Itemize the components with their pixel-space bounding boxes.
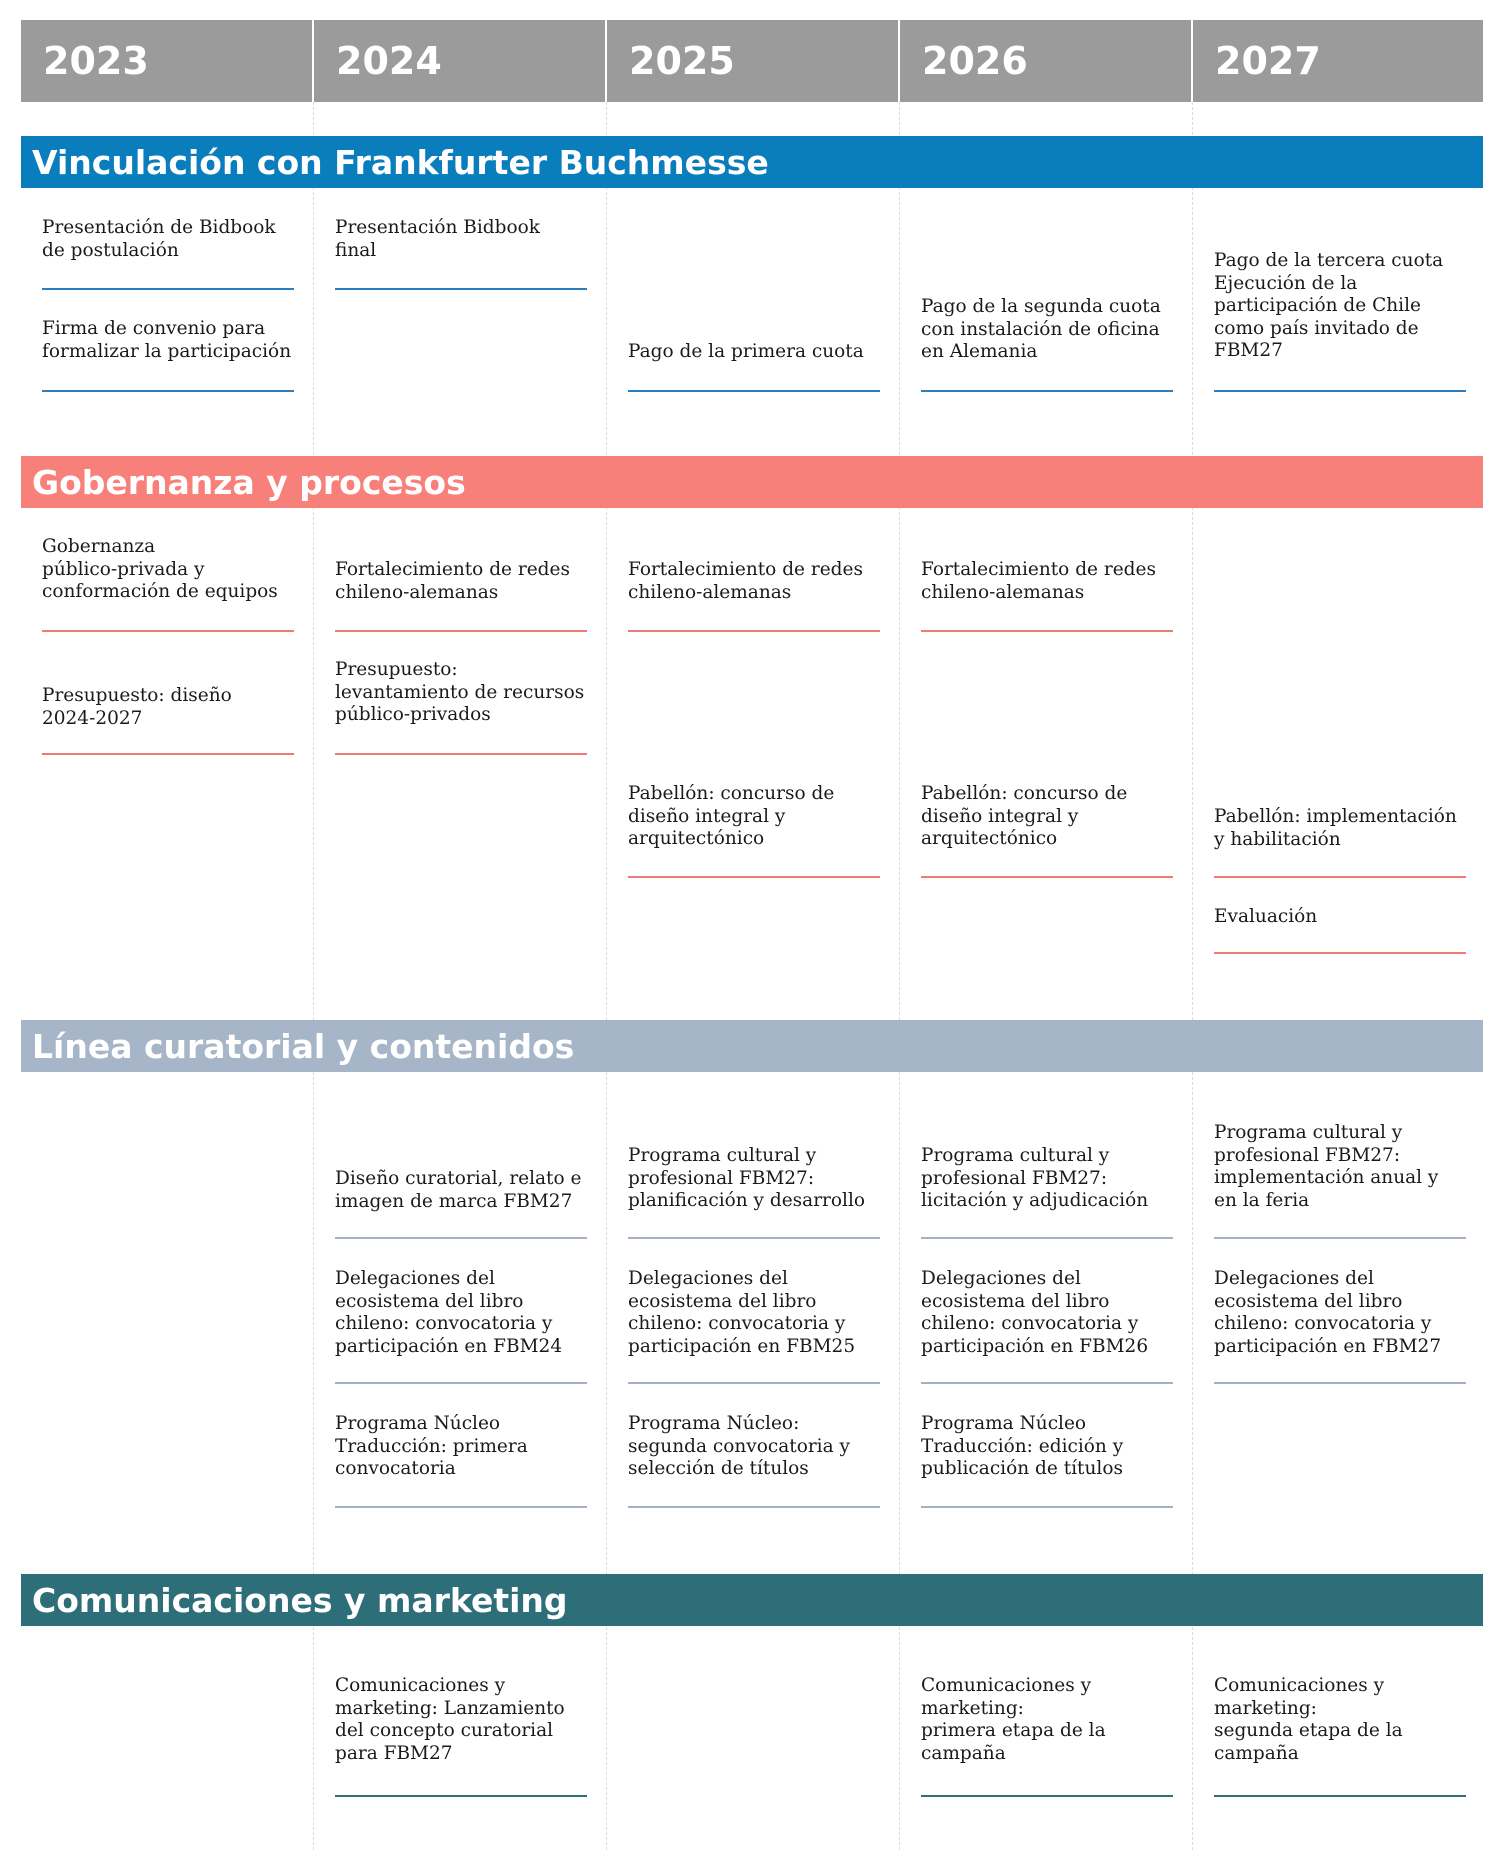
task-rule — [335, 288, 587, 290]
task-rule — [1214, 1382, 1466, 1384]
task-rule — [921, 390, 1173, 392]
year-header — [900, 20, 1191, 102]
task-label: Pago de la tercera cuota Ejecución de la participación de Chile como país invitado de FBM27 — [1214, 250, 1444, 361]
year-label: 2027 — [1215, 39, 1321, 83]
task-label: Pabellón: concurso de diseño integral y arquitectónico — [628, 783, 835, 849]
section-band-vinculacion — [21, 136, 1483, 188]
task-rule — [1214, 1795, 1466, 1797]
year-label: 2023 — [43, 39, 149, 83]
task-rule — [1214, 1237, 1466, 1239]
task-rule — [921, 630, 1173, 632]
task-rule — [628, 390, 880, 392]
task-label: Programa cultural y profesional FBM27: planificación y desarrollo — [628, 1145, 866, 1211]
task-rule — [628, 1506, 880, 1508]
task-rule — [42, 753, 294, 755]
task-rule — [921, 1795, 1173, 1797]
task-label: Programa Núcleo Traducción: edición y publicación de títulos — [921, 1413, 1124, 1479]
year-header — [314, 20, 605, 102]
task-label: Delegaciones del ecosistema del libro chileno: convocatoria y participación en FBM26 — [921, 1268, 1149, 1357]
task-label: Fortalecimiento de redes chileno-alemanas — [335, 559, 570, 603]
year-header — [1193, 20, 1483, 102]
task-label: Delegaciones del ecosistema del libro chileno: convocatoria y participación en FBM27 — [1214, 1268, 1442, 1357]
task-label: Programa Núcleo Traducción: primera convocatoria — [335, 1413, 528, 1479]
task-rule — [42, 390, 294, 392]
task-label: Pago de la primera cuota — [628, 341, 864, 362]
section-title: Vinculación con Frankfurter Buchmesse — [32, 142, 769, 182]
task-label: Comunicaciones y marketing: Lanzamiento del concepto curatorial para FBM27 — [335, 1675, 565, 1764]
task-rule — [1214, 390, 1466, 392]
task-label: Delegaciones del ecosistema del libro chileno: convocatoria y participación en FBM24 — [335, 1268, 563, 1357]
task-rule — [628, 630, 880, 632]
section-band-comunicaciones — [21, 1574, 1483, 1626]
task-label: Programa Núcleo: segunda convocatoria y selección de títulos — [628, 1413, 850, 1479]
section-band-gobernanza — [21, 456, 1483, 508]
task-rule — [335, 1382, 587, 1384]
task-label: Delegaciones del ecosistema del libro chileno: convocatoria y participación en FBM25 — [628, 1268, 856, 1357]
task-label: Programa cultural y profesional FBM27: licitación y adjudicación — [921, 1145, 1149, 1211]
task-label: Pago de la segunda cuota con instalación de oficina en Alemania — [921, 296, 1161, 362]
task-label: Diseño curatorial, relato e imagen de marca FBM27 — [335, 1168, 582, 1212]
task-label: Presentación de Bidbook de postulación — [42, 217, 276, 261]
task-label: Presupuesto: diseño 2024-2027 — [42, 685, 232, 729]
year-header — [21, 20, 312, 102]
section-title: Gobernanza y procesos — [32, 462, 466, 502]
task-label: Firma de convenio para formalizar la participación — [42, 318, 292, 362]
task-rule — [628, 876, 880, 878]
task-label: Pabellón: concurso de diseño integral y arquitectónico — [921, 783, 1128, 849]
task-rule — [1214, 952, 1466, 954]
task-rule — [42, 288, 294, 290]
task-label: Comunicaciones y marketing: segunda etapa de la campaña — [1214, 1675, 1403, 1764]
task-rule — [921, 1382, 1173, 1384]
year-label: 2026 — [922, 39, 1028, 83]
task-rule — [42, 630, 294, 632]
task-label: Gobernanza público-privada y conformación de equipos — [42, 536, 278, 602]
task-label: Comunicaciones y marketing: primera etapa de la campaña — [921, 1675, 1106, 1764]
task-rule — [921, 1237, 1173, 1239]
task-rule — [1214, 876, 1466, 878]
year-label: 2024 — [336, 39, 442, 83]
task-label: Fortalecimiento de redes chileno-alemanas — [628, 559, 863, 603]
year-label: 2025 — [629, 39, 735, 83]
task-rule — [335, 630, 587, 632]
task-rule — [921, 1506, 1173, 1508]
section-title: Comunicaciones y marketing — [32, 1580, 568, 1620]
task-rule — [628, 1237, 880, 1239]
task-rule — [335, 1237, 587, 1239]
task-label: Presupuesto: levantamiento de recursos público-privados — [335, 659, 585, 725]
task-label: Evaluación — [1214, 906, 1318, 927]
task-rule — [921, 876, 1173, 878]
section-title: Línea curatorial y contenidos — [32, 1026, 575, 1066]
task-rule — [335, 753, 587, 755]
task-rule — [335, 1506, 587, 1508]
task-label: Pabellón: implementación y habilitación — [1214, 806, 1457, 850]
task-label: Fortalecimiento de redes chileno-alemanas — [921, 559, 1156, 603]
task-rule — [335, 1795, 587, 1797]
task-label: Presentación Bidbook final — [335, 217, 540, 261]
task-label: Programa cultural y profesional FBM27: implementación anual y en la feria — [1214, 1122, 1439, 1211]
section-band-curatorial — [21, 1020, 1483, 1072]
task-rule — [628, 1382, 880, 1384]
year-header — [607, 20, 898, 102]
